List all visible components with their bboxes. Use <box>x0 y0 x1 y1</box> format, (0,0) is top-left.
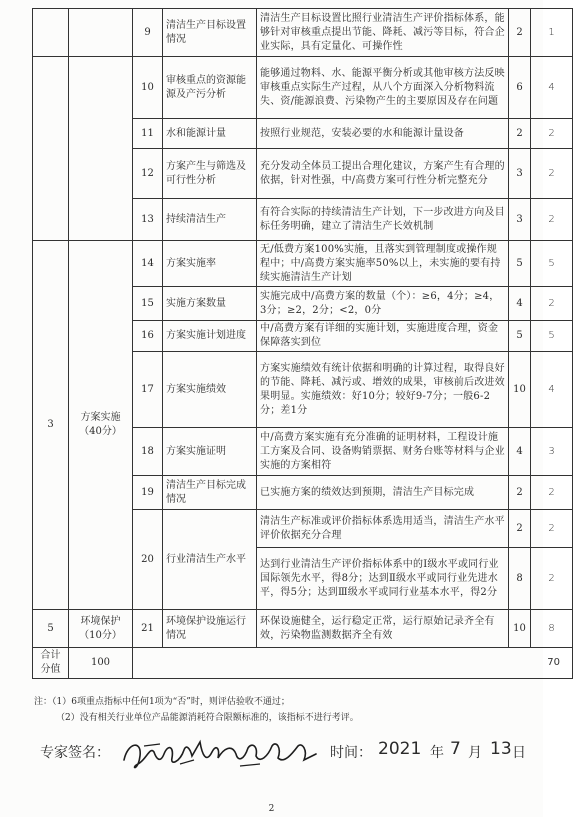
indicator-name: 水和能源计量 <box>163 119 257 149</box>
requirement-text: 环保设施健全，运行稳定正常，运行原始记录齐全有效，污染物监测数据齐全有效 <box>257 610 509 648</box>
time-label: 时间： <box>330 745 372 761</box>
handwritten-score: 2 <box>531 287 573 321</box>
signature-line <box>40 739 526 770</box>
max-points: 5 <box>509 321 531 352</box>
item-number: 10 <box>133 57 163 119</box>
category-name-cell <box>69 57 133 241</box>
item-number: 21 <box>133 610 163 648</box>
requirement-text: 有符合实际的持续清洁生产计划，下一步改进方向及目标任务明确，建立了清洁生产长效机制 <box>257 199 509 241</box>
handwritten-score: 1 <box>531 9 573 57</box>
footnote-2: （2）没有相关行业单位产品能源消耗符合限额标准的，该指标不进行考评。 <box>56 713 359 723</box>
item-number: 14 <box>133 241 163 287</box>
indicator-name: 方案实施证明 <box>163 428 257 476</box>
indicator-name: 环境保护设施运行情况 <box>163 610 257 648</box>
handwritten-month: 7 <box>450 739 461 759</box>
indicator-name: 方案产生与筛选及可行性分析 <box>163 149 257 199</box>
max-points: 4 <box>509 428 531 476</box>
table-row <box>33 610 573 648</box>
day-unit: 日 <box>512 745 526 761</box>
max-points: 4 <box>509 287 531 321</box>
item-number: 20 <box>133 510 163 610</box>
item-number: 18 <box>133 428 163 476</box>
item-number: 9 <box>133 9 163 57</box>
category-name: 方案实施（40分） <box>69 241 133 610</box>
indicator-name: 方案实施绩效 <box>163 352 257 428</box>
requirement-text: 达到行业清洁生产评价指标体系中的Ⅰ级水平或同行业国际领先水平，得8分；达到Ⅱ级水平或同行业先进水平，得5分；达到Ⅲ级水平或同行业基本水平，得2分 <box>257 548 509 610</box>
requirement-text: 按照行业规范，安装必要的水和能源计量设备 <box>257 119 509 149</box>
item-number: 17 <box>133 352 163 428</box>
handwritten-signature <box>120 734 320 772</box>
handwritten-score: 3 <box>531 428 573 476</box>
table-row <box>33 57 573 119</box>
item-number: 11 <box>133 119 163 149</box>
requirement-text: 已实施方案的绩效达到预期，清洁生产目标完成 <box>257 476 509 510</box>
max-points: 6 <box>509 57 531 119</box>
signature-label: 专家签名： <box>40 745 110 761</box>
indicator-name: 持续清洁生产 <box>163 199 257 241</box>
item-number: 12 <box>133 149 163 199</box>
handwritten-score: 4 <box>531 57 573 119</box>
item-number: 19 <box>133 476 163 510</box>
table-row <box>33 241 573 287</box>
category-name: 环境保护（10分） <box>69 610 133 648</box>
max-points: 8 <box>509 548 531 610</box>
total-value: 100 <box>69 648 133 679</box>
month-unit: 月 <box>468 745 482 761</box>
max-points: 10 <box>509 352 531 428</box>
category-cell <box>33 57 69 241</box>
max-points: 10 <box>509 610 531 648</box>
max-points: 2 <box>509 476 531 510</box>
handwritten-score: 2 <box>531 476 573 510</box>
requirement-text: 清洁生产目标设置比照行业清洁生产评价指标体系，能够针对审核重点提出节能、降耗、减污等目标，符合企业实际，具有定量化、可操作性 <box>257 9 509 57</box>
indicator-name: 方案实施率 <box>163 241 257 287</box>
indicator-name: 实施方案数量 <box>163 287 257 321</box>
handwritten-score: 2 <box>531 199 573 241</box>
indicator-name: 清洁生产目标完成情况 <box>163 476 257 510</box>
max-points: 5 <box>509 241 531 287</box>
handwritten-score: 5 <box>531 241 573 287</box>
handwritten-score: 2 <box>531 119 573 149</box>
handwritten-score: 2 <box>531 510 573 548</box>
requirement-text: 无/低费方案100%实施，且落实到管理制度或操作规程中；中/高费方案实施率50%以上，未实施的要有持续实施清洁生产计划 <box>257 241 509 287</box>
max-points: 2 <box>509 9 531 57</box>
handwritten-score: 5 <box>531 321 573 352</box>
requirement-text: 清洁生产标准或评价指标体系选用适当，清洁生产水平评价依据充分合理 <box>257 510 509 548</box>
requirement-text: 实施完成中/高费方案的数量（个）：≥6，4分；≥4，3分；≥2，2分；<2，0分 <box>257 287 509 321</box>
max-points: 3 <box>509 199 531 241</box>
year-unit: 年 <box>430 745 444 761</box>
handwritten-score: 2 <box>531 149 573 199</box>
total-label: 合计分值 <box>33 648 69 679</box>
indicator-name: 方案实施计划进度 <box>163 321 257 352</box>
requirement-text: 中/高费方案有详细的实施计划，实施进度合理，资金保障落实到位 <box>257 321 509 352</box>
total-handwritten-score: 70 <box>133 648 573 679</box>
requirement-text: 方案实施绩效有统计依据和明确的计算过程，取得良好的节能、降耗、减污或、增效的成果，审核前后改进效果明显。实施绩效：好10分；较好9-7分；一般6-2分；差1分 <box>257 352 509 428</box>
handwritten-score: 8 <box>531 610 573 648</box>
item-number: 16 <box>133 321 163 352</box>
item-number: 13 <box>133 199 163 241</box>
handwritten-score: 4 <box>531 352 573 428</box>
category-name-cell <box>69 9 133 57</box>
indicator-name: 行业清洁生产水平 <box>163 510 257 610</box>
indicator-name: 清洁生产目标设置情况 <box>163 9 257 57</box>
footnotes <box>34 694 359 726</box>
max-points: 2 <box>509 510 531 548</box>
table-row <box>33 9 573 57</box>
evaluation-table <box>32 8 573 679</box>
max-points: 3 <box>509 149 531 199</box>
category-number: 3 <box>33 241 69 610</box>
item-number: 15 <box>133 287 163 321</box>
footnote-1: 注：（1）6项重点指标中任何1项为“否”时，则评估验收不通过； <box>34 697 290 707</box>
page-number: 2 <box>268 804 275 814</box>
total-row <box>33 648 573 679</box>
handwritten-year: 2021 <box>378 739 422 759</box>
requirement-text: 中/高费方案实施有充分准确的证明材料，工程设计施工方案及合同、设备购销票据、财务台账等材料与企业实施的方案相符 <box>257 428 509 476</box>
requirement-text: 能够通过物料、水、能源平衡分析或其他审核方法反映审核重点实际生产过程，从八个方面深入分析物料流失、资/能源浪费、污染物产生的主要原因及存在问题 <box>257 57 509 119</box>
max-points: 2 <box>509 119 531 149</box>
category-cell <box>33 9 69 57</box>
category-number: 5 <box>33 610 69 648</box>
indicator-name: 审核重点的资源能源及产污分析 <box>163 57 257 119</box>
handwritten-score: 2 <box>531 548 573 610</box>
handwritten-day: 13 <box>490 739 512 759</box>
requirement-text: 充分发动全体员工提出合理化建议，方案产生有合理的依据，针对性强，中/高费方案可行性分析完整充分 <box>257 149 509 199</box>
